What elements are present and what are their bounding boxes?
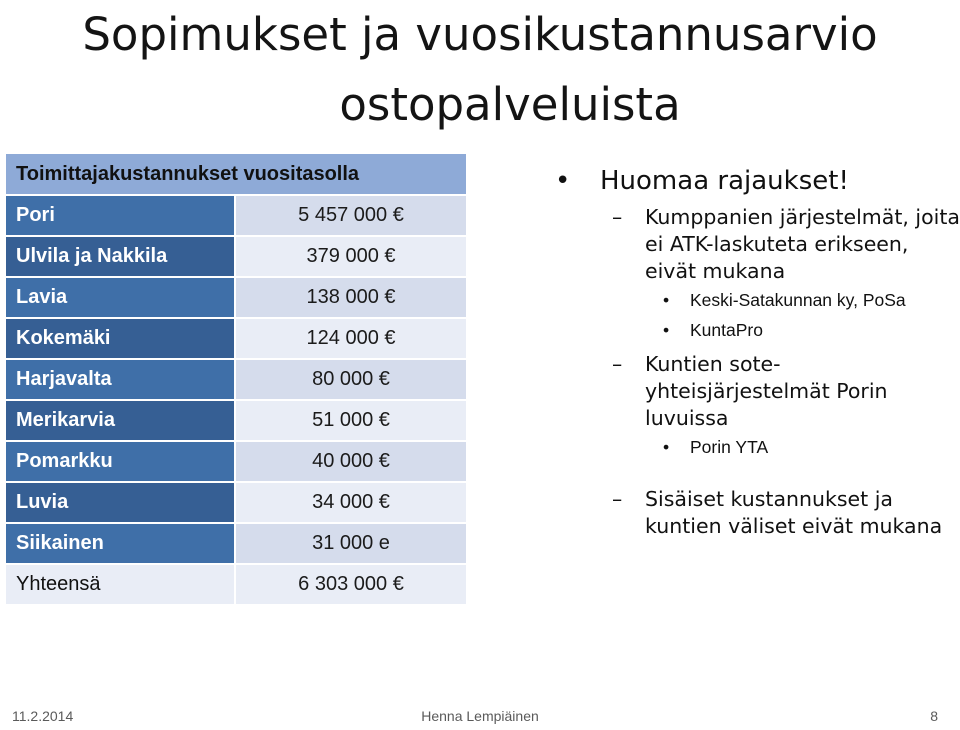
note-sub3 <box>555 486 960 540</box>
cost-value: 5 457 000 € <box>235 195 467 236</box>
note-sub1-text: Kumppanien järjestelmät, joita ei ATK-laskuteta erikseen, eivät mukana <box>645 205 960 283</box>
bullet-dot-icon: • <box>663 320 670 340</box>
note-sub1-item-text: Keski-Satakunnan ky, PoSa <box>690 290 906 310</box>
bullet-dash-icon: – <box>612 205 623 229</box>
municipality-name: Siikainen <box>5 523 235 564</box>
footer-page-number: 8 <box>930 708 938 724</box>
footer-author: Henna Lempiäinen <box>421 708 539 724</box>
table-row <box>5 359 467 400</box>
total-label: Yhteensä <box>5 564 235 605</box>
note-main <box>555 164 960 198</box>
municipality-name: Kokemäki <box>5 318 235 359</box>
municipality-name: Pomarkku <box>5 441 235 482</box>
table-row <box>5 195 467 236</box>
note-sub1-item <box>555 285 960 315</box>
cost-value: 80 000 € <box>235 359 467 400</box>
supplier-cost-table <box>4 152 468 606</box>
total-value: 6 303 000 € <box>235 564 467 605</box>
table-row <box>5 318 467 359</box>
note-sub2-item-text: Porin YTA <box>690 437 769 457</box>
bullet-dot-icon: • <box>663 290 670 310</box>
cost-value: 40 000 € <box>235 441 467 482</box>
cost-value: 124 000 € <box>235 318 467 359</box>
note-sub1-item <box>555 315 960 345</box>
table-row <box>5 441 467 482</box>
slide-footer <box>0 708 960 730</box>
note-sub3-text: Sisäiset kustannukset ja kuntien väliset eivät mukana <box>645 487 943 538</box>
note-sub2 <box>555 351 960 432</box>
cost-value: 51 000 € <box>235 400 467 441</box>
bullet-dot-icon: • <box>555 166 571 196</box>
municipality-name: Merikarvia <box>5 400 235 441</box>
municipality-name: Ulvila ja Nakkila <box>5 236 235 277</box>
cost-value: 138 000 € <box>235 277 467 318</box>
municipality-name: Lavia <box>5 277 235 318</box>
table-header-row <box>5 153 467 195</box>
cost-value: 379 000 € <box>235 236 467 277</box>
municipality-name: Pori <box>5 195 235 236</box>
slide-title <box>0 0 960 140</box>
municipality-name: Luvia <box>5 482 235 523</box>
table-row <box>5 236 467 277</box>
note-main-text: Huomaa rajaukset! <box>600 166 849 196</box>
note-sub2-text: Kuntien sote-yhteisjärjestelmät Porin luvuissa <box>645 352 888 430</box>
table-row <box>5 482 467 523</box>
cost-value: 34 000 € <box>235 482 467 523</box>
footer-date: 11.2.2014 <box>12 708 74 724</box>
note-sub1-item-text: KuntaPro <box>690 320 763 340</box>
table-row <box>5 277 467 318</box>
note-sub2-item <box>555 432 960 462</box>
table-row <box>5 400 467 441</box>
slide-title-line1: Sopimukset ja vuosikustannusarvio <box>82 8 878 61</box>
note-sub1 <box>555 204 960 285</box>
slide-title-line2: ostopalveluista <box>339 78 681 131</box>
table-header: Toimittajakustannukset vuositasolla <box>5 153 467 195</box>
bullet-dash-icon: – <box>612 487 623 511</box>
bullet-dot-icon: • <box>663 437 670 457</box>
table-total-row <box>5 564 467 605</box>
cost-value: 31 000 e <box>235 523 467 564</box>
municipality-name: Harjavalta <box>5 359 235 400</box>
bullet-dash-icon: – <box>612 352 623 376</box>
table-row <box>5 523 467 564</box>
notes-list <box>555 164 960 540</box>
